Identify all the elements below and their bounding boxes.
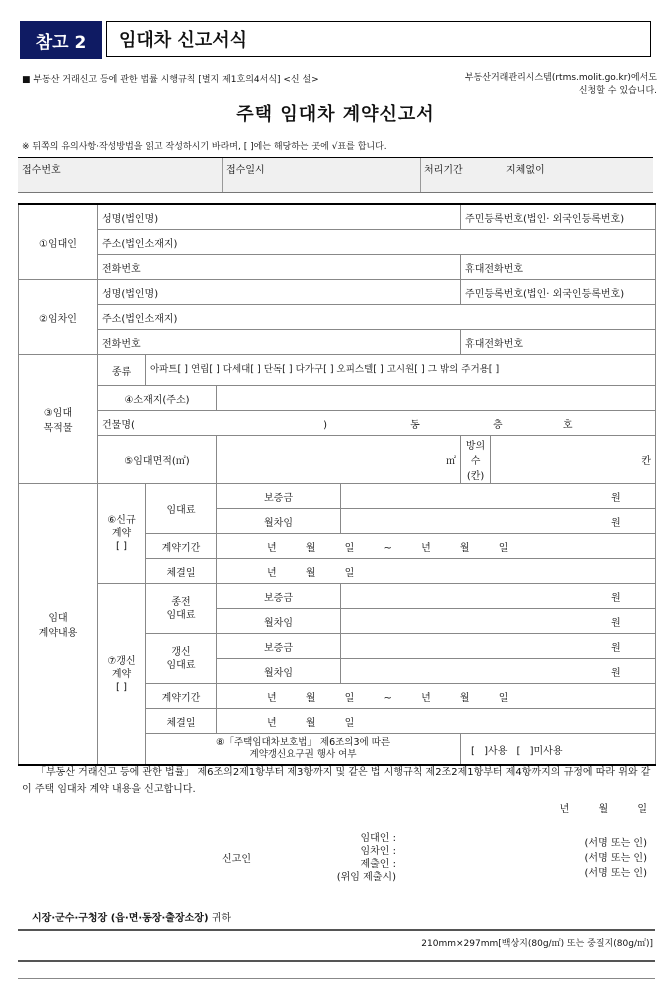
prev-monthly-field[interactable]: 원: [341, 609, 656, 634]
lessee-address-field[interactable]: 주소(법인소재지): [98, 305, 656, 330]
addressee: [32, 909, 231, 924]
declaration-date[interactable]: 년 월 일: [559, 804, 647, 815]
prev-deposit-label: 보증금: [217, 584, 341, 609]
prev-deposit-field[interactable]: 원: [341, 584, 656, 609]
lessor-label: ①임대인: [19, 204, 98, 280]
rooms-field[interactable]: 칸: [491, 436, 656, 484]
signature-marks: [585, 836, 647, 881]
new-rent-label: 임대료: [146, 484, 217, 534]
property-location-field[interactable]: [217, 386, 656, 411]
form-title: 주택 임대차 계약신고서: [236, 104, 435, 125]
renew-period-label: 계약기간: [146, 684, 217, 709]
lessee-id-field[interactable]: 주민등록번호(법인· 외국인등록번호): [461, 280, 656, 305]
paper-spec: 210mm×297mm[백상지(80g/㎡) 또는 중질지(80g/㎡)]: [421, 939, 653, 949]
sig-submitter-label: 제출인 :: [360, 859, 396, 870]
dong-label: 동: [410, 419, 420, 431]
floor-label: 층: [493, 419, 503, 431]
lessor-address-field[interactable]: 주소(법인소재지): [98, 230, 656, 255]
sig-lessor-mark[interactable]: (서명 또는 인): [584, 838, 647, 849]
new-contract-checkbox[interactable]: ⑥신규 계약 [ ]: [98, 484, 146, 584]
renew-signed-label: 체결일: [146, 709, 217, 734]
lessee-phone-field[interactable]: 전화번호: [98, 330, 461, 355]
ho-label: 호: [562, 419, 573, 431]
new-signed-label: 체결일: [146, 559, 217, 584]
signature-roles: [316, 832, 396, 884]
lessee-name-field[interactable]: 성명(법인명): [98, 280, 461, 305]
building-name-label: 건물명(: [102, 419, 135, 431]
renew-rent-label: 갱신 임대료: [146, 634, 217, 684]
lessor-id-field[interactable]: 주민등록번호(법인· 외국인등록번호): [461, 204, 656, 230]
new-monthly-label: 월차임: [217, 509, 341, 534]
area-label: ⑤임대면적(㎡): [98, 436, 217, 484]
new-period-field[interactable]: 년 월 일 ~ 년 월 일: [217, 534, 656, 559]
rooms-label: 방의 수(칸): [461, 436, 491, 484]
new-deposit-label: 보증금: [217, 484, 341, 509]
sig-lessee-label: 임차인 :: [360, 846, 396, 857]
renew-deposit-field[interactable]: 원: [341, 634, 656, 659]
divider-middle: [18, 960, 655, 962]
sig-lessee-mark[interactable]: (서명 또는 인): [584, 853, 647, 864]
processing-period-value: 지체없이: [506, 165, 545, 176]
receipt-date: 접수일시: [222, 158, 265, 192]
new-deposit-field[interactable]: 원: [341, 484, 656, 509]
renew-contract-checkbox[interactable]: ⑦갱신 계약 [ ]: [98, 584, 146, 766]
header-tag: 참고 2: [20, 21, 102, 59]
lessor-name-field[interactable]: 성명(법인명): [98, 204, 461, 230]
instruction: ※ 뒤쪽의 유의사항·작성방법을 읽고 작성하시기 바라며, [ ]에는 해당하는 곳에 √표를 합니다.: [22, 142, 387, 152]
property-type-label: 종류: [98, 355, 146, 386]
regulation-note: ■ 부동산 거래신고 등에 관한 법률 시행규칙 [별지 제1호의4서식] <신 설>: [22, 75, 319, 85]
renewal-right-question: ⑧「주택임대차보호법」 제6조의3에 따른 계약갱신요구권 행사 여부: [146, 734, 461, 766]
divider-top: [18, 929, 655, 931]
renew-period-field[interactable]: 년 월 일 ~ 년 월 일: [217, 684, 656, 709]
sig-delegate-note: (위임 제출시): [336, 872, 396, 883]
declaration-text: 「부동산 거래신고 등에 관한 법률」 제6조의2제1항부터 제3항까지 및 같은 법 시행규칙 제2조2제1항부터 제4항까지의 규정에 따라 위와 같이 주택 임대차 계약 내용을 신고합니다.: [22, 767, 651, 795]
header-title: 임대차 신고서식: [106, 21, 651, 57]
new-period-label: 계약기간: [146, 534, 217, 559]
renewal-right-checkbox[interactable]: [ ]사용 [ ]미사용: [461, 734, 656, 766]
reporter-label: 신고인: [222, 854, 251, 865]
sig-lessor-label: 임대인 :: [360, 833, 396, 844]
lessor-mobile-field[interactable]: 휴대전화번호: [461, 255, 656, 280]
renew-signed-field[interactable]: 년 월 일: [217, 709, 656, 734]
property-label: ③임대 목적물: [19, 355, 98, 484]
new-monthly-field[interactable]: 원: [341, 509, 656, 534]
online-note: [465, 72, 657, 98]
renew-deposit-label: 보증금: [217, 634, 341, 659]
contract-label: 임대 계약내용: [19, 484, 98, 766]
property-location-label: ④소재지(주소): [98, 386, 217, 411]
lessor-phone-field[interactable]: 전화번호: [98, 255, 461, 280]
online-note-line2: 신청할 수 있습니다.: [578, 86, 657, 96]
receipt-bar: [18, 157, 653, 193]
addressee-tail: 귀하: [208, 913, 232, 924]
building-name-field[interactable]: [98, 411, 656, 436]
area-field[interactable]: ㎡: [217, 436, 461, 484]
online-note-line1: 부동산거래관리시스템(rtms.molit.go.kr)에서도: [464, 73, 657, 83]
prev-rent-label: 종전 임대료: [146, 584, 217, 634]
building-name-close: ): [323, 419, 327, 431]
receipt-number: 접수번호: [22, 165, 61, 176]
new-signed-field[interactable]: 년 월 일: [217, 559, 656, 584]
renew-monthly-label: 월차임: [217, 659, 341, 684]
property-type-options[interactable]: 아파트[ ] 연립[ ] 다세대[ ] 단독[ ] 다가구[ ] 오피스텔[ ] 고시원[ ] 그 밖의 주거용[ ]: [146, 355, 656, 386]
sig-submitter-mark[interactable]: (서명 또는 인): [584, 868, 647, 879]
lessee-label: ②임차인: [19, 280, 98, 355]
lessee-mobile-field[interactable]: 휴대전화번호: [461, 330, 656, 355]
divider-bottom: [18, 978, 655, 979]
prev-monthly-label: 월차임: [217, 609, 341, 634]
processing-period: 처리기간: [420, 158, 463, 192]
renew-monthly-field[interactable]: 원: [341, 659, 656, 684]
report-form: [18, 203, 656, 766]
addressee-bold: 시장·군수·구청장 (읍·면·동장·출장소장): [32, 913, 209, 924]
